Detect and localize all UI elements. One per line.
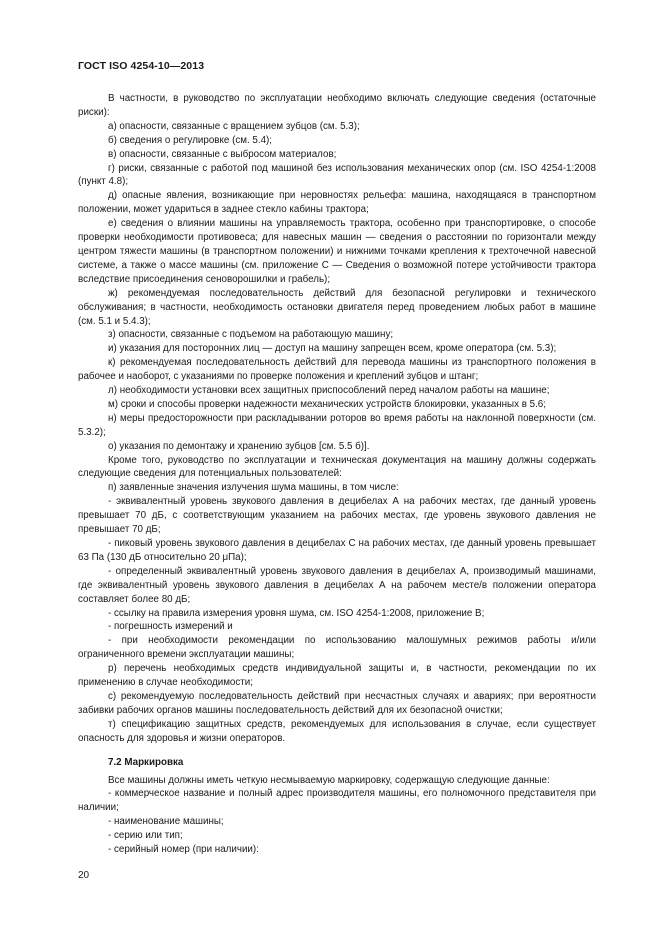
dash-item-series: - серию или тип; bbox=[108, 830, 183, 842]
paragraph-marking: Все машины должны иметь четкую несмываемую маркировку, содержащую следующие данные: bbox=[108, 774, 550, 786]
list-item-a: а) опасности, связанные с вращением зубцов (см. 5.3); bbox=[108, 120, 360, 132]
list-item-zh: ж) рекомендуемая последовательность действий для безопасной регулировки и технического обслуживания; в частности, необходимость остановки двигателя перед проведением любых работ в машине (см. 5.1 и 5.4.3); bbox=[78, 287, 596, 327]
list-item-b: б) сведения о регулировке (см. 5.4); bbox=[108, 134, 273, 146]
list-item-s: с) рекомендуемую последовательность действий при несчастных случаях и авариях; при вероятности забивки рабочих органов машины последовательность действий для их безопасной очистки; bbox=[78, 690, 596, 716]
list-item-m: м) сроки и способы проверки надежности механических устройств блокировки, указанных в 5.6; bbox=[108, 398, 546, 410]
list-item-r: р) перечень необходимых средств индивидуальной защиты и, в частности, рекомендации по их применению в случае необходимости; bbox=[78, 663, 596, 689]
dash-item-low-noise: - при необходимости рекомендации по использованию малошумных режимов работы и/или ограниченного времени эксплуатации машины; bbox=[78, 635, 596, 661]
list-item-l: л) необходимости установки всех защитных приспособлений перед началом работы на машине; bbox=[108, 385, 550, 397]
list-item-z: з) опасности, связанные с подъемом на работающую машину; bbox=[108, 329, 394, 341]
list-item-e: е) сведения о влиянии машины на управляемость трактора, особенно при транспортировке, о способе проверки необходимости противовеса; для навесных машин — сведения о расстоянии по горизонтали между центром тяжести машины (в транспортном положении) и нижними точками крепления к трехточечной навесной системе, а также о массе машины (см. приложение С — Сведения о возможной потере устойчивости трактора вследствие присоединения сеноворошилки и грабель); bbox=[78, 218, 596, 285]
dash-item-manufacturer: - коммерческое название и полный адрес производителя машины, его полномочного представителя при наличии; bbox=[78, 788, 596, 814]
paragraph-intro: В частности, в руководство по эксплуатации необходимо включать следующие сведения (остаточные риски): bbox=[78, 93, 596, 118]
dash-item-serial: - серийный номер (при наличии): bbox=[108, 844, 259, 856]
list-item-n: н) меры предосторожности при раскладывании роторов во время работы на наклонной поверхности (см. 5.3.2); bbox=[78, 412, 596, 438]
dash-item-peak-level: - пиковый уровень звукового давления в децибелах С на рабочих местах, где данный уровень превышает 63 Па (130 дБ относительно 20 μПа); bbox=[78, 538, 596, 563]
list-item-t: т) спецификацию защитных средств, рекомендуемых для использования в случае, если существует опасность для здоровья и жизни операторов. bbox=[78, 718, 596, 744]
paragraph-additional: Кроме того, руководство по эксплуатации и техническая документация на машину должны содержать следующие сведения для потенциальных пользователей: bbox=[78, 454, 596, 480]
dash-item-measurement-error: - погрешность измерений и bbox=[108, 621, 233, 633]
dash-item-measurement-rules: - ссылку на правила измерения уровня шума, см. ISO 4254-1:2008, приложение В; bbox=[108, 607, 485, 619]
list-item-g: г) риски, связанные с работой под машиной без использования механических опор (см. ISO 4254-1:2008 (пункт 4.8); bbox=[78, 162, 596, 188]
page-number: 20 bbox=[78, 870, 90, 881]
list-item-d: д) опасные явления, возникающие при неровностях рельефа: машина, находящаяся в транспортном положении, может удариться в заднее стекло кабины трактора; bbox=[78, 190, 596, 216]
page-header-title: ГОСТ ISO 4254-10—2013 bbox=[78, 60, 205, 72]
dash-item-equivalent-level: - эквивалентный уровень звукового давления в децибелах А на рабочих местах, где данный уровень превышает 70 дБ, с соответствующим указанием на рабочих местах, где уровень звукового давления не превышает 70 дБ; bbox=[78, 496, 596, 536]
list-item-p: п) заявленные значения излучения шума машины, в том числе: bbox=[108, 482, 399, 494]
dash-item-determined-level: - определенный эквивалентный уровень звукового давления в децибелах А, производимый машинами, где эквивалентный уровень звукового давления в децибелах А на рабочем месте/в положении оператора составляет более 80 дБ; bbox=[78, 565, 596, 605]
section-heading: 7.2 Маркировка bbox=[108, 756, 184, 768]
list-item-i: и) указания для посторонних лиц — доступ на машину запрещен всем, кроме оператора (см. 5.3); bbox=[108, 343, 557, 355]
list-item-o: о) указания по демонтажу и хранению зубцов [см. 5.5 б)]. bbox=[108, 440, 370, 452]
document-body bbox=[78, 92, 596, 857]
dash-item-machine-name: - наименование машины; bbox=[108, 816, 224, 828]
list-item-k: к) рекомендуемая последовательность действий для перевода машины из транспортного положения в рабочее и наоборот, с указаниями по проверке положения и креплений зубцов и штанг; bbox=[78, 357, 596, 383]
list-item-v: в) опасности, связанные с выбросом материалов; bbox=[108, 148, 337, 160]
